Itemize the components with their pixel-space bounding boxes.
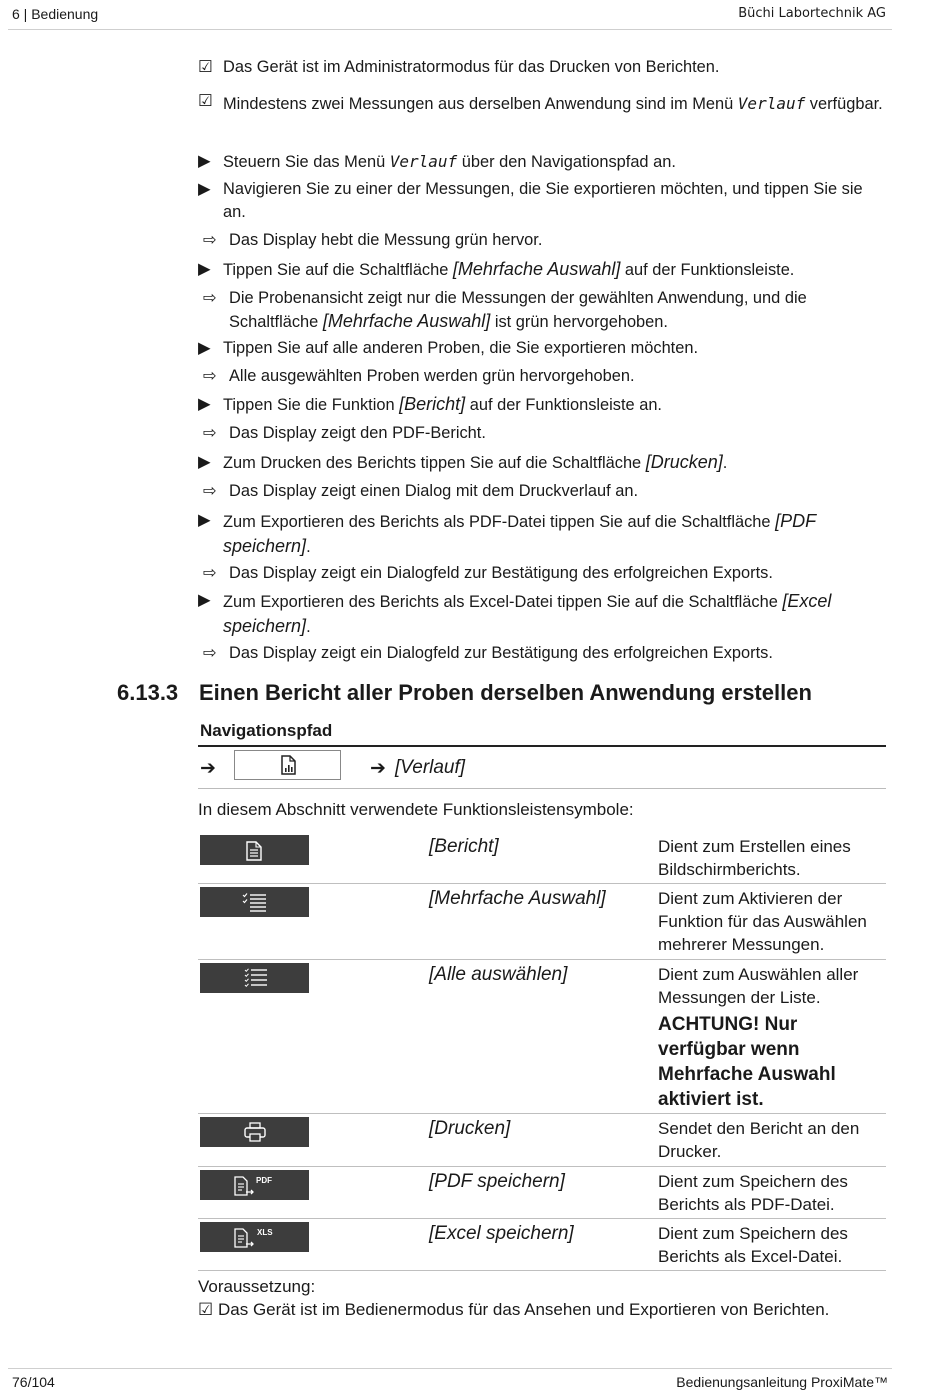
prerequisite-label: Voraussetzung:	[198, 1277, 316, 1296]
checkbox-icon: ☑	[198, 58, 213, 76]
checkbox-icon: ☑	[198, 1300, 214, 1319]
symbols-intro: In diesem Abschnitt verwendete Funktionsleistensymbole:	[198, 800, 634, 819]
result-step: ⇨ Das Display hebt die Messung grün hervor.	[198, 229, 888, 258]
table-row	[198, 884, 886, 960]
checkbox-icon: ☑	[198, 92, 213, 110]
section-number: 6.13.3	[117, 680, 179, 705]
footer-divider	[8, 1368, 892, 1369]
prerequisite-item: ☑ Mindestens zwei Messungen aus derselben Anwendung sind im Menü Verlauf verfügbar.	[198, 92, 883, 113]
function-name: [Excel speichern]	[429, 1223, 574, 1244]
result-step: ⇨ Das Display zeigt ein Dialogfeld zur Bestätigung des erfolgreichen Exports.	[198, 642, 888, 669]
function-description: Dient zum Speichern des Berichts als Excel-Datei.	[658, 1224, 848, 1266]
action-arrow-icon: ▶	[198, 453, 211, 471]
document-title: Bedienungsanleitung ProxiMate™	[676, 1374, 888, 1390]
action-arrow-icon: ▶	[198, 180, 211, 198]
action-arrow-icon: ▶	[198, 339, 211, 357]
result-step: ⇨ Das Display zeigt einen Dialog mit dem Druckverlauf an.	[198, 480, 888, 509]
warning-note: ACHTUNG! Nur verfügbar wenn Mehrfache Auswahl aktiviert ist.	[658, 1014, 836, 1110]
nav-arrow-icon: ➔	[370, 758, 386, 779]
save-pdf-icon	[200, 1170, 309, 1200]
svg-text:PDF: PDF	[256, 1176, 272, 1185]
save-pdf-button[interactable]	[200, 1170, 309, 1200]
nav-arrow-icon: ➔	[200, 758, 216, 779]
function-name: [Alle auswählen]	[429, 964, 568, 985]
action-arrow-icon: ▶	[198, 591, 211, 609]
result-arrow-icon: ⇨	[203, 289, 217, 307]
select-all-button[interactable]	[200, 963, 309, 993]
prerequisite-item: ☑ Das Gerät ist im Administratormodus für das Drucken von Berichten.	[198, 56, 888, 90]
function-name: [PDF speichern]	[429, 1171, 565, 1192]
table-row	[198, 832, 886, 884]
svg-text:XLS: XLS	[257, 1228, 273, 1237]
select-all-icon	[200, 963, 309, 993]
function-name: [Bericht]	[429, 836, 499, 857]
section-heading	[117, 680, 812, 706]
multi-select-button[interactable]	[200, 887, 309, 917]
result-step: ⇨ Alle ausgewählten Proben werden grün hervorgehoben.	[198, 365, 888, 393]
nav-path-top-rule	[198, 745, 886, 747]
function-symbol-table	[198, 832, 886, 1271]
action-step: ▶ Zum Exportieren des Berichts als PDF-Datei tippen Sie auf die Schaltfläche [PDF speichern].	[198, 511, 816, 556]
action-step: ▶ Tippen Sie auf alle anderen Proben, die Sie exportieren möchten.	[198, 337, 888, 365]
header-divider	[8, 29, 892, 30]
table-row	[198, 1219, 886, 1271]
history-document-icon	[280, 755, 297, 775]
function-description: Dient zum Aktivieren der Funktion für das Auswählen mehrerer Messungen.	[658, 889, 867, 954]
action-step: ▶ Zum Drucken des Berichts tippen Sie auf die Schaltfläche [Drucken].	[198, 452, 728, 472]
nav-path-target: [Verlauf]	[395, 757, 466, 778]
header-company: Büchi Labortechnik AG	[738, 6, 886, 21]
result-arrow-icon: ⇨	[203, 564, 217, 582]
nav-path-label: Navigationspfad	[200, 721, 333, 740]
action-arrow-icon: ▶	[198, 260, 211, 278]
action-step: ▶ Tippen Sie auf die Schaltfläche [Mehrfache Auswahl] auf der Funktionsleiste.	[198, 259, 795, 279]
result-arrow-icon: ⇨	[203, 644, 217, 662]
history-menu-button[interactable]	[234, 750, 341, 780]
result-arrow-icon: ⇨	[203, 482, 217, 500]
table-row	[198, 1114, 886, 1167]
print-icon	[200, 1117, 309, 1147]
function-name: [Mehrfache Auswahl]	[429, 888, 606, 909]
result-step: ⇨ Das Display zeigt ein Dialogfeld zur Bestätigung des erfolgreichen Exports.	[198, 562, 888, 589]
action-step: ▶ Tippen Sie die Funktion [Bericht] auf der Funktionsleiste an.	[198, 394, 662, 414]
save-xls-button[interactable]	[200, 1222, 309, 1252]
action-arrow-icon: ▶	[198, 152, 211, 170]
save-xls-icon	[200, 1222, 309, 1252]
header-section: 6 | Bedienung	[12, 6, 99, 22]
result-arrow-icon: ⇨	[203, 367, 217, 385]
action-arrow-icon: ▶	[198, 395, 211, 413]
action-arrow-icon: ▶	[198, 511, 211, 529]
function-description: Dient zum Speichern des Berichts als PDF-Datei.	[658, 1172, 848, 1214]
action-step: ▶ Steuern Sie das Menü Verlauf über den Navigationspfad an.	[198, 152, 676, 171]
report-icon	[200, 835, 309, 865]
multi-select-icon	[200, 887, 309, 917]
result-step: ⇨ Die Probenansicht zeigt nur die Messungen der gewählten Anwendung, und die Schaltfläche [Mehrfache Auswahl] ist grün hervorgehoben.	[203, 289, 807, 331]
action-step: ▶ Navigieren Sie zu einer der Messungen, die Sie exportieren möchten, und tippen Sie sie an.	[198, 180, 863, 221]
function-description: Dient zum Auswählen aller Messungen der Liste.	[658, 965, 859, 1007]
result-arrow-icon: ⇨	[203, 424, 217, 442]
report-button[interactable]	[200, 835, 309, 865]
function-name: [Drucken]	[429, 1118, 511, 1139]
result-arrow-icon: ⇨	[203, 231, 217, 249]
function-description: Dient zum Erstellen eines Bildschirmberichts.	[658, 837, 851, 879]
page-number: 76/104	[12, 1374, 55, 1390]
result-step: ⇨ Das Display zeigt den PDF-Bericht.	[198, 422, 888, 451]
prerequisite-item: ☑ Das Gerät ist im Bedienermodus für das Ansehen und Exportieren von Berichten.	[198, 1300, 830, 1319]
print-button[interactable]	[200, 1117, 309, 1147]
table-row	[198, 1167, 886, 1219]
nav-path-bottom-rule	[198, 788, 886, 789]
section-title: Einen Bericht aller Proben derselben Anwendung erstellen	[199, 680, 812, 705]
table-row	[198, 960, 886, 1114]
nav-path-row	[198, 750, 886, 788]
function-description: Sendet den Bericht an den Drucker.	[658, 1119, 860, 1161]
instruction-list	[198, 56, 888, 669]
action-step: ▶ Zum Exportieren des Berichts als Excel-Datei tippen Sie auf die Schaltfläche [Excel speichern].	[198, 591, 832, 636]
